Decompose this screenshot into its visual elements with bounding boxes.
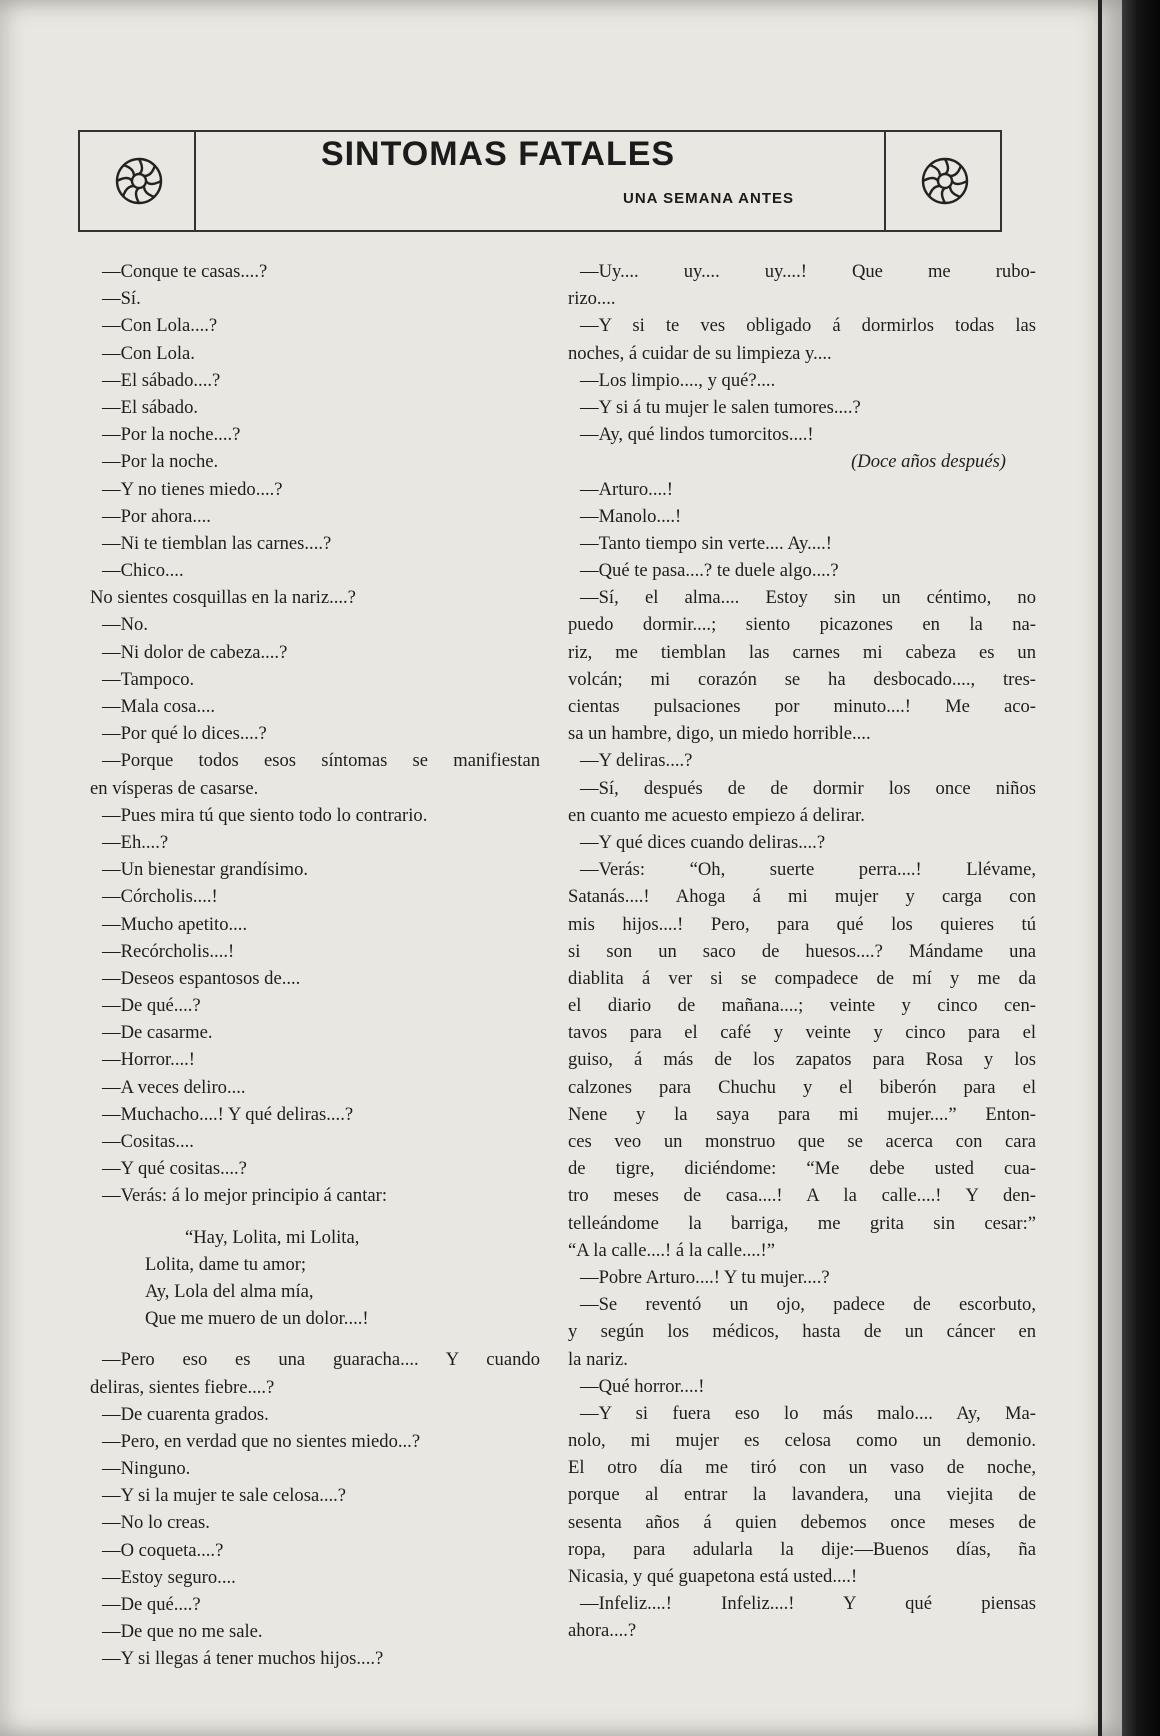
text-line: —Recórcholis....!: [102, 940, 235, 962]
text-line: —Pobre Arturo....! Y tu mujer....?: [580, 1266, 830, 1288]
flower-ornament-icon: [919, 155, 971, 207]
text-line: —Y no tienes miedo....?: [102, 478, 283, 500]
text-line: telleándome la barriga, me grita sin cesar:”: [568, 1212, 1036, 1234]
text-line: El otro día me tiró con un vaso de noche,: [568, 1457, 1036, 1479]
text-line: —Por ahora....: [102, 505, 211, 527]
right-text-column: [568, 258, 1036, 1645]
text-line: —Y si fuera eso lo más malo.... Ay, Ma-: [580, 1402, 1036, 1424]
text-line: —Pero, en verdad que no sientes miedo...?: [102, 1430, 421, 1452]
text-line: —Qué horror....!: [580, 1375, 705, 1397]
text-line: el diario de mañana....; veinte y cinco cen-: [568, 995, 1036, 1017]
text-line: —Y si llegas á tener muchos hijos....?: [102, 1648, 384, 1670]
text-line: —Mala cosa....: [102, 696, 216, 717]
text-line: [90, 1210, 540, 1224]
text-line: —Por qué lo dices....?: [102, 723, 267, 745]
text-line: Lolita, dame tu amor;: [145, 1253, 307, 1275]
text-line: —Con Lola....?: [102, 315, 218, 337]
text-line: —Porque todos esos síntomas se manifiestan: [102, 750, 540, 772]
page-edge-line: [1098, 0, 1102, 1736]
text-line: —Ay, qué lindos tumorcitos....!: [580, 424, 814, 446]
text-line: guiso, á más de los zapatos para Rosa y los: [568, 1049, 1036, 1071]
text-line: volcán; mi corazón se ha desbocado...., tres-: [568, 668, 1036, 690]
text-line: —Uy.... uy.... uy....! Que me rubo-: [580, 261, 1036, 282]
text-line: —Verás: “Oh, suerte perra....! Llévame,: [580, 859, 1036, 881]
text-line: —Con Lola.: [102, 342, 195, 364]
text-line: —Por la noche....?: [102, 424, 241, 446]
text-line: —Horror....!: [102, 1049, 195, 1071]
text-line: en vísperas de casarse.: [90, 777, 259, 799]
text-line: Que me muero de un dolor....!: [145, 1308, 369, 1330]
text-line: —De qué....?: [102, 1594, 201, 1615]
text-line: si son un saco de huesos....? Mándame una: [568, 940, 1036, 962]
text-line: —Chico....: [102, 560, 184, 582]
left-text-column: [90, 258, 540, 1673]
text-line: ahora....?: [568, 1620, 637, 1642]
text-line: y según los médicos, hasta de un cáncer en: [568, 1321, 1036, 1343]
text-line: —Y qué dices cuando deliras....?: [580, 831, 826, 853]
article-title: SINTOMAS FATALES: [320, 135, 676, 173]
text-line: riz, me tiemblan las carnes mi cabeza es un: [568, 641, 1036, 663]
text-line: —Infeliz....! Infeliz....! Y qué piensas: [580, 1593, 1036, 1615]
text-line: —No.: [102, 614, 148, 636]
text-line: —Y qué cositas....?: [102, 1158, 247, 1180]
text-line: porque al entrar la lavandera, una viejita de: [568, 1484, 1036, 1506]
text-line: —Muchacho....! Y qué deliras....?: [102, 1103, 354, 1125]
text-line: mis hijos....! Pero, para qué los quieres tú: [568, 913, 1036, 935]
text-line: sesenta años á quien debemos once meses de: [568, 1511, 1036, 1533]
text-line: “Hay, Lolita, mi Lolita,: [185, 1226, 360, 1248]
text-line: —Qué te pasa....? te duele algo....?: [580, 560, 839, 582]
text-line: —Tanto tiempo sin verte.... Ay....!: [580, 532, 832, 554]
text-line: —Por la noche.: [102, 451, 219, 473]
text-line: —De cuarenta grados.: [102, 1403, 269, 1425]
text-line: —Estoy seguro....: [102, 1566, 236, 1588]
text-line: —Y deliras....?: [580, 750, 693, 772]
right-ornament-box: [884, 132, 1002, 230]
text-line: —Conque te casas....?: [102, 261, 268, 282]
text-line: puedo dormir....; siento picazones en la na-: [568, 614, 1036, 636]
text-line: —El sábado....?: [102, 369, 221, 391]
text-line: ces veo un monstruo que se acerca con cara: [568, 1131, 1036, 1152]
text-line: —Eh....?: [102, 831, 169, 853]
text-line: —No lo creas.: [102, 1512, 210, 1534]
text-line: cientas pulsaciones por minuto....! Me aco-: [568, 696, 1036, 717]
text-line: tavos para el café y veinte y cinco para el: [568, 1022, 1036, 1044]
flower-ornament-icon: [113, 155, 165, 207]
text-line: —Deseos espantosos de....: [102, 967, 301, 989]
text-line: —Manolo....!: [580, 505, 682, 527]
text-line: —Ni te tiemblan las carnes....?: [102, 532, 332, 554]
text-line: en cuanto me acuesto empiezo á delirar.: [568, 804, 865, 826]
text-line: —Sí, el alma.... Estoy sin un céntimo, no: [580, 587, 1036, 609]
text-line: [90, 1332, 540, 1346]
text-line: —Los limpio...., y qué?....: [580, 369, 776, 391]
text-line: —Arturo....!: [580, 478, 673, 500]
text-line: No sientes cosquillas en la nariz....?: [90, 587, 356, 609]
text-line: —Verás: á lo mejor principio á cantar:: [102, 1185, 387, 1207]
text-line: Nene y la saya para mi mujer....” Enton-: [568, 1103, 1036, 1125]
text-line: nolo, mi mujer es celosa como un demonio.: [568, 1430, 1036, 1452]
left-ornament-box: [78, 132, 196, 230]
text-line: —Ninguno.: [102, 1458, 191, 1480]
text-line: —Sí, después de de dormir los once niños: [580, 777, 1036, 799]
text-line: —Y si á tu mujer le salen tumores....?: [580, 396, 861, 418]
book-spine: [1122, 0, 1160, 1736]
text-line: Nicasia, y qué guapetona está usted....!: [568, 1566, 858, 1587]
text-line: —Córcholis....!: [102, 886, 218, 908]
text-line: ropa, para adularla la dije:—Buenos días, ña: [568, 1538, 1036, 1560]
text-line: Satanás....! Ahoga á mi mujer y carga con: [568, 886, 1036, 908]
text-line: —Pues mira tú que siento todo lo contrario.: [102, 804, 428, 826]
text-line: —O coqueta....?: [102, 1539, 224, 1561]
text-line: —Se reventó un ojo, padece de escorbuto,: [580, 1294, 1036, 1316]
text-line: —Y si la mujer te sale celosa....?: [102, 1485, 347, 1507]
text-line: noches, á cuidar de su limpieza y....: [568, 342, 832, 364]
text-line: tro meses de casa....! A la calle....! Y den-: [568, 1185, 1036, 1207]
text-line: diablita á ver si se compadece de mí y me da: [568, 967, 1036, 989]
text-line: calzones para Chuchu y el biberón para el: [568, 1076, 1036, 1098]
text-line: rizo....: [568, 288, 616, 310]
text-line: —De que no me sale.: [102, 1621, 263, 1643]
title-banner: [78, 130, 1002, 232]
text-line: —A veces deliro....: [102, 1076, 246, 1098]
text-line: —Ni dolor de cabeza....?: [102, 641, 288, 663]
text-line: de tigre, diciéndome: “Me debe usted cua-: [568, 1158, 1036, 1180]
text-line: la nariz.: [568, 1348, 628, 1370]
text-line: —Pero eso es una guaracha.... Y cuando: [102, 1349, 540, 1371]
text-line: —Un bienestar grandísimo.: [102, 859, 309, 881]
text-line: —Cositas....: [102, 1131, 194, 1152]
text-line: —Sí.: [102, 288, 141, 310]
text-line: (Doce años después): [851, 451, 1006, 473]
text-line: “A la calle....! á la calle....!”: [568, 1239, 775, 1261]
article-subtitle: UNA SEMANA ANTES: [623, 190, 795, 207]
text-line: sa un hambre, digo, un miedo horrible....: [568, 723, 871, 745]
text-line: —El sábado.: [102, 396, 199, 418]
text-line: —De casarme.: [102, 1022, 213, 1044]
text-line: —De qué....?: [102, 995, 201, 1017]
text-line: Ay, Lola del alma mía,: [145, 1280, 314, 1302]
text-line: —Y si te ves obligado á dormirlos todas las: [580, 315, 1036, 337]
text-line: deliras, sientes fiebre....?: [90, 1376, 275, 1398]
text-line: —Tampoco.: [102, 668, 195, 690]
text-line: —Mucho apetito....: [102, 913, 248, 935]
